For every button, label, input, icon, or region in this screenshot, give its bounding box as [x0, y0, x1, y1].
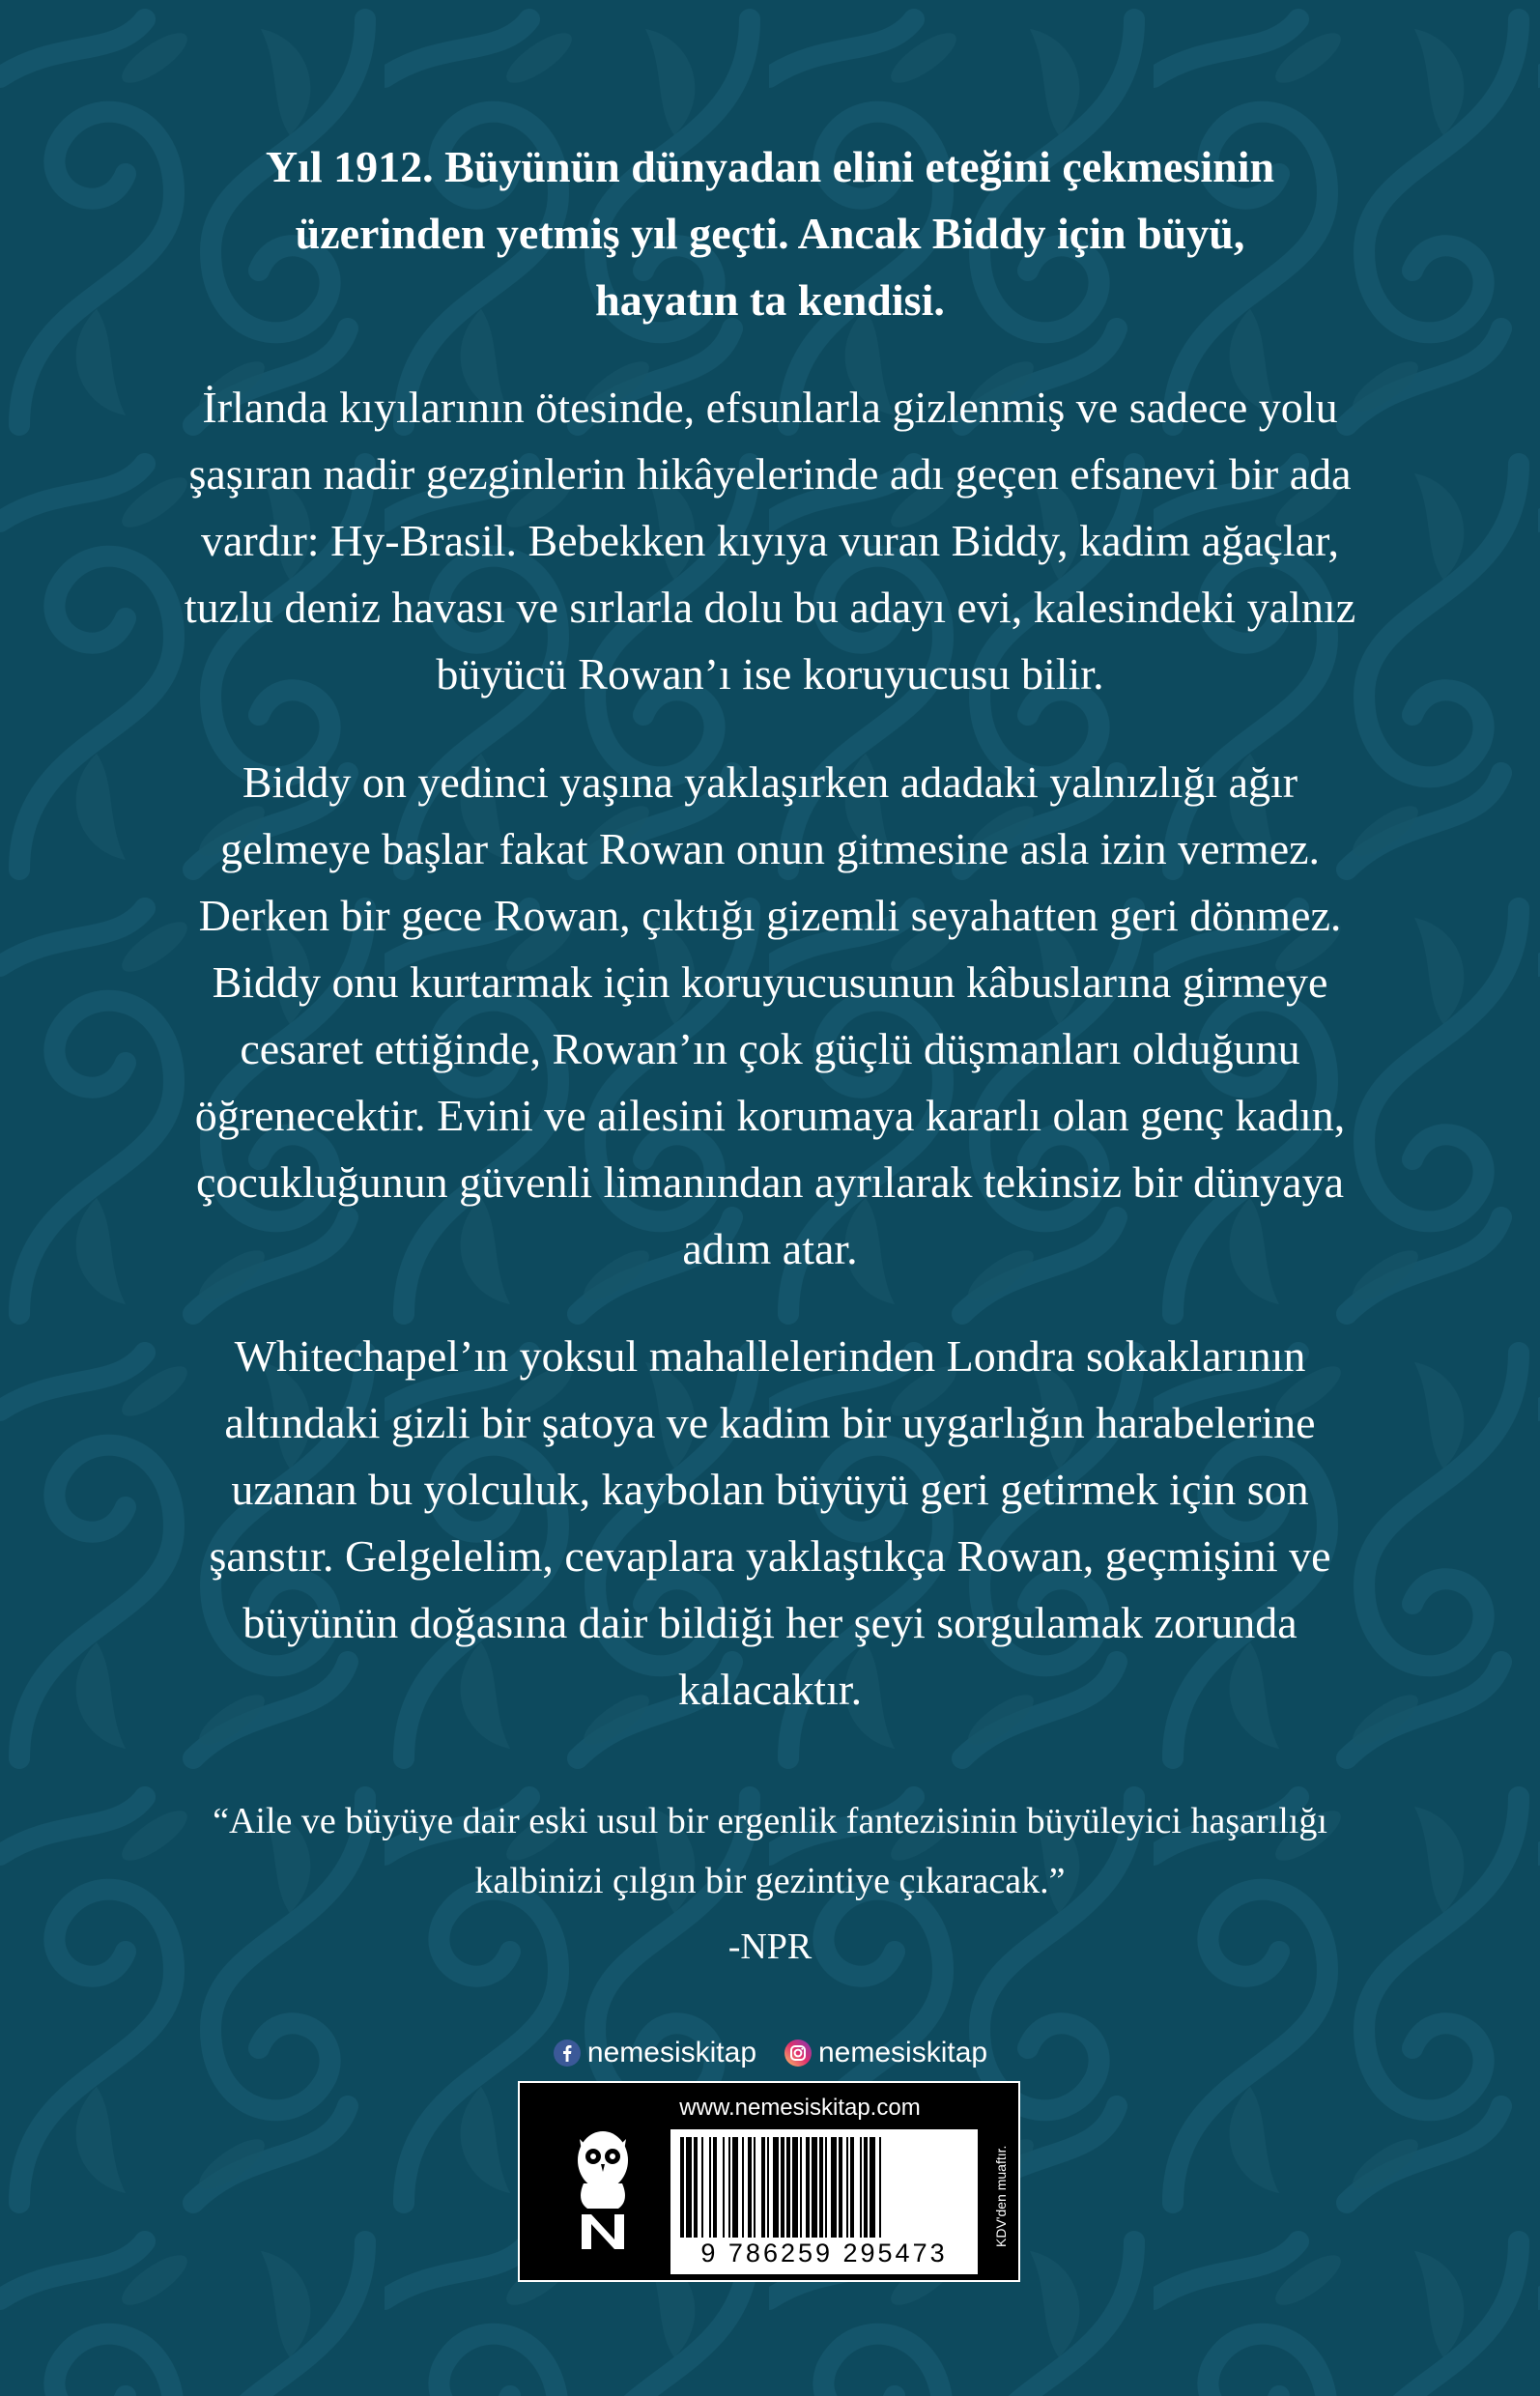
paragraph-line: cesaret ettiğinde, Rowan’ın çok güçlü düşmanları olduğunu	[240, 1024, 1300, 1073]
barcode-bar	[870, 2137, 875, 2238]
barcode-bar	[742, 2137, 744, 2238]
barcode-bar	[792, 2137, 798, 2238]
paragraph-line: altındaki gizli bir şatoya ve kadim bir uygarlığın harabelerine	[224, 1398, 1316, 1447]
quote-line: kalbinizi çılgın bir gezintiye çıkaracak.”	[474, 1861, 1066, 1901]
paragraph-2	[116, 749, 1424, 1282]
paragraph-line: gelmeye başlar fakat Rowan onun gitmesine asla izin vermez.	[219, 824, 1321, 873]
barcode-bar	[860, 2137, 862, 2238]
paragraph-line: şanstır. Gelgelelim, cevaplara yaklaştıkça Rowan, geçmişini ve	[209, 1531, 1331, 1581]
publisher-website: www.nemesiskitap.com	[679, 2095, 921, 2121]
owl-n-logo-icon	[558, 2125, 647, 2249]
lead-paragraph	[135, 133, 1405, 333]
paragraph-line: Whitechapel’ın yoksul mahallelerinden Londra sokaklarının	[234, 1331, 1306, 1381]
barcode-bar	[748, 2137, 752, 2238]
lead-line: hayatın ta kendisi.	[595, 275, 945, 325]
barcode-bar	[825, 2137, 827, 2238]
isbn-barcode	[670, 2129, 978, 2274]
barcode-bar	[846, 2137, 848, 2238]
barcode-bar	[819, 2137, 823, 2238]
barcode-bar	[761, 2137, 765, 2238]
instagram-link[interactable]	[784, 2037, 987, 2069]
barcode-bar	[773, 2137, 779, 2238]
barcode-bar	[754, 2137, 756, 2238]
paragraph-line: Biddy onu kurtarmak için koruyucusunun kâbuslarına girmeye	[212, 957, 1328, 1007]
barcode-bar	[800, 2137, 802, 2238]
instagram-icon	[784, 2039, 813, 2068]
barcode-bar	[694, 2137, 698, 2238]
lead-line: Yıl 1912. Büyünün dünyadan elini eteğini çekmesinin	[265, 142, 1275, 191]
barcode-bar	[812, 2137, 817, 2238]
barcode-bar	[680, 2137, 684, 2238]
paragraph-line: adım atar.	[682, 1224, 858, 1273]
paragraph-line: büyücü Rowan’ı ise koruyucusu bilir.	[436, 649, 1104, 699]
instagram-handle: nemesiskitap	[818, 2037, 988, 2068]
paragraph-line: uzanan bu yolculuk, kaybolan büyüyü geri getirmek için son	[231, 1465, 1309, 1514]
barcode-bar	[879, 2137, 881, 2238]
isbn-number: 9 786259 295473	[700, 2239, 948, 2268]
paragraph-line: Biddy on yedinci yaşına yaklaşırken adadaki yalnızlığı ağır	[242, 757, 1298, 807]
paragraph-line: vardır: Hy-Brasil. Bebekken kıyıya vuran Biddy, kadim ağaçlar,	[200, 516, 1340, 565]
barcode-bar	[728, 2137, 730, 2238]
barcode-bar	[709, 2137, 711, 2238]
social-links	[0, 2037, 1540, 2069]
barcode-bar	[723, 2137, 725, 2238]
paragraph-3	[116, 1323, 1424, 1723]
barcode-bar	[701, 2137, 703, 2238]
paragraph-line: şaşıran nadir gezginlerin hikâyelerinde adı geçen efsanevi bir ada	[188, 449, 1352, 499]
barcode-bar	[786, 2137, 790, 2238]
paragraph-line: öğrenecektir. Evini ve ailesini korumaya kararlı olan genç kadın,	[194, 1091, 1346, 1140]
facebook-icon	[553, 2039, 582, 2068]
paragraph-line: Derken bir gece Rowan, çıktığı gizemli seyahatten geri dönmez.	[198, 891, 1342, 940]
vat-note: KDV'den muaftır.	[993, 2145, 1009, 2247]
paragraph-line: tuzlu deniz havası ve sırlarla dolu bu adayı evi, kalesindeki yalnız	[184, 583, 1356, 632]
barcode-bar	[686, 2137, 692, 2238]
facebook-link[interactable]	[553, 2037, 756, 2069]
barcode-bar	[713, 2137, 717, 2238]
barcode-bar	[850, 2137, 854, 2238]
lead-line: üzerinden yetmiş yıl geçti. Ancak Biddy için büyü,	[295, 209, 1245, 258]
paragraph-line: İrlanda kıyılarının ötesinde, efsunlarla gizlenmiş ve sadece yolu	[202, 383, 1338, 432]
quote-attribution: -NPR	[727, 1926, 813, 1967]
barcode-bar	[864, 2137, 868, 2238]
paragraph-line: çocukluğunun güvenli limanından ayrılarak tekinsiz bir dünyaya	[195, 1157, 1344, 1207]
barcode-bar	[806, 2137, 810, 2238]
paragraph-1	[116, 374, 1424, 707]
barcode-bar	[839, 2137, 842, 2238]
barcode-bar	[732, 2137, 738, 2238]
barcode-bar	[781, 2137, 784, 2238]
barcode-bar	[767, 2137, 769, 2238]
review-quote	[116, 1791, 1424, 1977]
paragraph-line: kalacaktır.	[677, 1665, 863, 1714]
barcode-bar	[831, 2137, 837, 2238]
quote-line: “Aile ve büyüye dair eski usul bir ergenlik fantezisinin büyüleyici haşarılığı	[213, 1801, 1327, 1841]
barcode-panel	[518, 2081, 1020, 2282]
facebook-handle: nemesiskitap	[586, 2037, 756, 2068]
paragraph-line: büyünün doğasına dair bildiği her şeyi sorgulamak zorunda	[242, 1598, 1298, 1647]
